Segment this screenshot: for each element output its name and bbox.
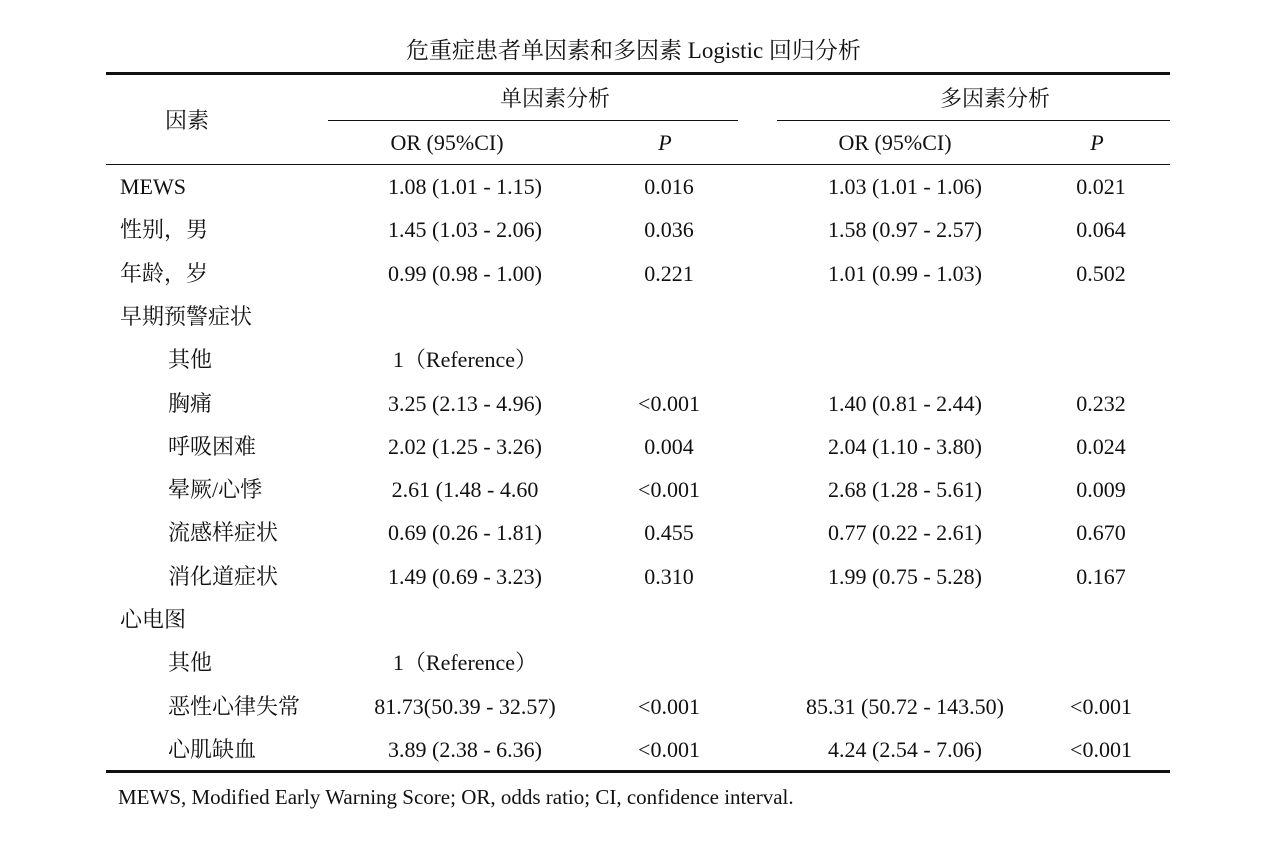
multivariate-header-rule [777, 120, 1170, 121]
cell-factor: 呼吸困难 [168, 434, 257, 459]
table-title: 危重症患者单因素和多因素 Logistic 回归分析 [406, 38, 861, 63]
table-footnote: MEWS, Modified Early Warning Score; OR, odds ratio; CI, confidence interval. [118, 785, 794, 809]
cell-multivariate-p: <0.001 [1070, 694, 1132, 719]
cell-factor: 年龄，岁 [120, 261, 209, 286]
table-bottom-rule [106, 770, 1170, 773]
univariate-header-rule [328, 120, 738, 121]
header-factor: 因素 [164, 108, 210, 133]
cell-univariate-or: 3.89 (2.38 - 6.36) [388, 737, 542, 762]
header-multivariate: 多因素分析 [939, 86, 1051, 111]
cell-univariate-or: 1.49 (0.69 - 3.23) [388, 564, 542, 589]
cell-multivariate-or: 0.77 (0.22 - 2.61) [828, 520, 982, 545]
cell-multivariate-or: 1.99 (0.75 - 5.28) [828, 564, 982, 589]
cell-factor: MEWS [120, 174, 186, 199]
cell-multivariate-p: 0.232 [1076, 391, 1126, 416]
cell-univariate-p: 0.016 [644, 174, 694, 199]
cell-multivariate-or: 2.68 (1.28 - 5.61) [828, 477, 982, 502]
cell-univariate-p: 0.036 [644, 217, 694, 242]
cell-univariate-or: 0.69 (0.26 - 1.81) [388, 520, 542, 545]
cell-factor: 其他 [168, 347, 213, 372]
cell-factor: 晕厥/心悸 [168, 477, 263, 502]
cell-factor: 胸痛 [168, 391, 213, 416]
cell-multivariate-or: 1.40 (0.81 - 2.44) [828, 391, 982, 416]
cell-factor: 心肌缺血 [168, 737, 257, 762]
cell-multivariate-p: 0.167 [1076, 564, 1126, 589]
cell-univariate-or: 2.61 (1.48 - 4.60 [391, 477, 539, 502]
header-bottom-rule [106, 164, 1170, 165]
cell-univariate-or: 1.08 (1.01 - 1.15) [388, 174, 542, 199]
cell-multivariate-p: 0.502 [1076, 261, 1126, 286]
cell-factor: 早期预警症状 [120, 304, 253, 329]
cell-multivariate-p: 0.009 [1076, 477, 1126, 502]
cell-multivariate-or: 4.24 (2.54 - 7.06) [828, 737, 982, 762]
cell-univariate-or: 0.99 (0.98 - 1.00) [388, 261, 542, 286]
cell-multivariate-p: 0.670 [1076, 520, 1126, 545]
cell-multivariate-p: 0.064 [1076, 217, 1126, 242]
cell-univariate-or: 81.73(50.39 - 32.57) [374, 694, 556, 719]
cell-univariate-or: 1（Reference） [392, 347, 538, 372]
cell-factor: 恶性心律失常 [168, 694, 301, 719]
cell-univariate-or: 1.45 (1.03 - 2.06) [388, 217, 542, 242]
cell-multivariate-p: 0.024 [1076, 434, 1126, 459]
cell-multivariate-p: <0.001 [1070, 737, 1132, 762]
cell-univariate-p: <0.001 [638, 477, 700, 502]
table-top-rule [106, 72, 1170, 75]
cell-factor: 其他 [168, 650, 213, 675]
header-p-univariate: P [658, 130, 672, 155]
cell-factor: 消化道症状 [168, 564, 279, 589]
cell-univariate-or: 3.25 (2.13 - 4.96) [388, 391, 542, 416]
cell-factor: 性别，男 [120, 217, 209, 242]
cell-univariate-p: <0.001 [638, 694, 700, 719]
cell-multivariate-or: 85.31 (50.72 - 143.50) [806, 694, 1004, 719]
cell-univariate-p: 0.455 [644, 520, 694, 545]
cell-factor: 流感样症状 [168, 520, 279, 545]
cell-univariate-or: 2.02 (1.25 - 3.26) [388, 434, 542, 459]
header-univariate: 单因素分析 [499, 86, 611, 111]
cell-multivariate-or: 1.01 (0.99 - 1.03) [828, 261, 982, 286]
cell-univariate-p: 0.221 [644, 261, 694, 286]
header-p-multivariate: P [1090, 130, 1104, 155]
cell-multivariate-p: 0.021 [1076, 174, 1126, 199]
cell-univariate-p: <0.001 [638, 391, 700, 416]
header-or-ci-multivariate: OR (95%CI) [838, 130, 952, 155]
cell-multivariate-or: 1.58 (0.97 - 2.57) [828, 217, 982, 242]
header-or-ci-univariate: OR (95%CI) [390, 130, 504, 155]
cell-univariate-p: <0.001 [638, 737, 700, 762]
cell-multivariate-or: 2.04 (1.10 - 3.80) [828, 434, 982, 459]
cell-univariate-p: 0.004 [644, 434, 694, 459]
cell-factor: 心电图 [120, 607, 187, 632]
cell-univariate-p: 0.310 [644, 564, 694, 589]
cell-multivariate-or: 1.03 (1.01 - 1.06) [828, 174, 982, 199]
cell-univariate-or: 1（Reference） [392, 650, 538, 675]
